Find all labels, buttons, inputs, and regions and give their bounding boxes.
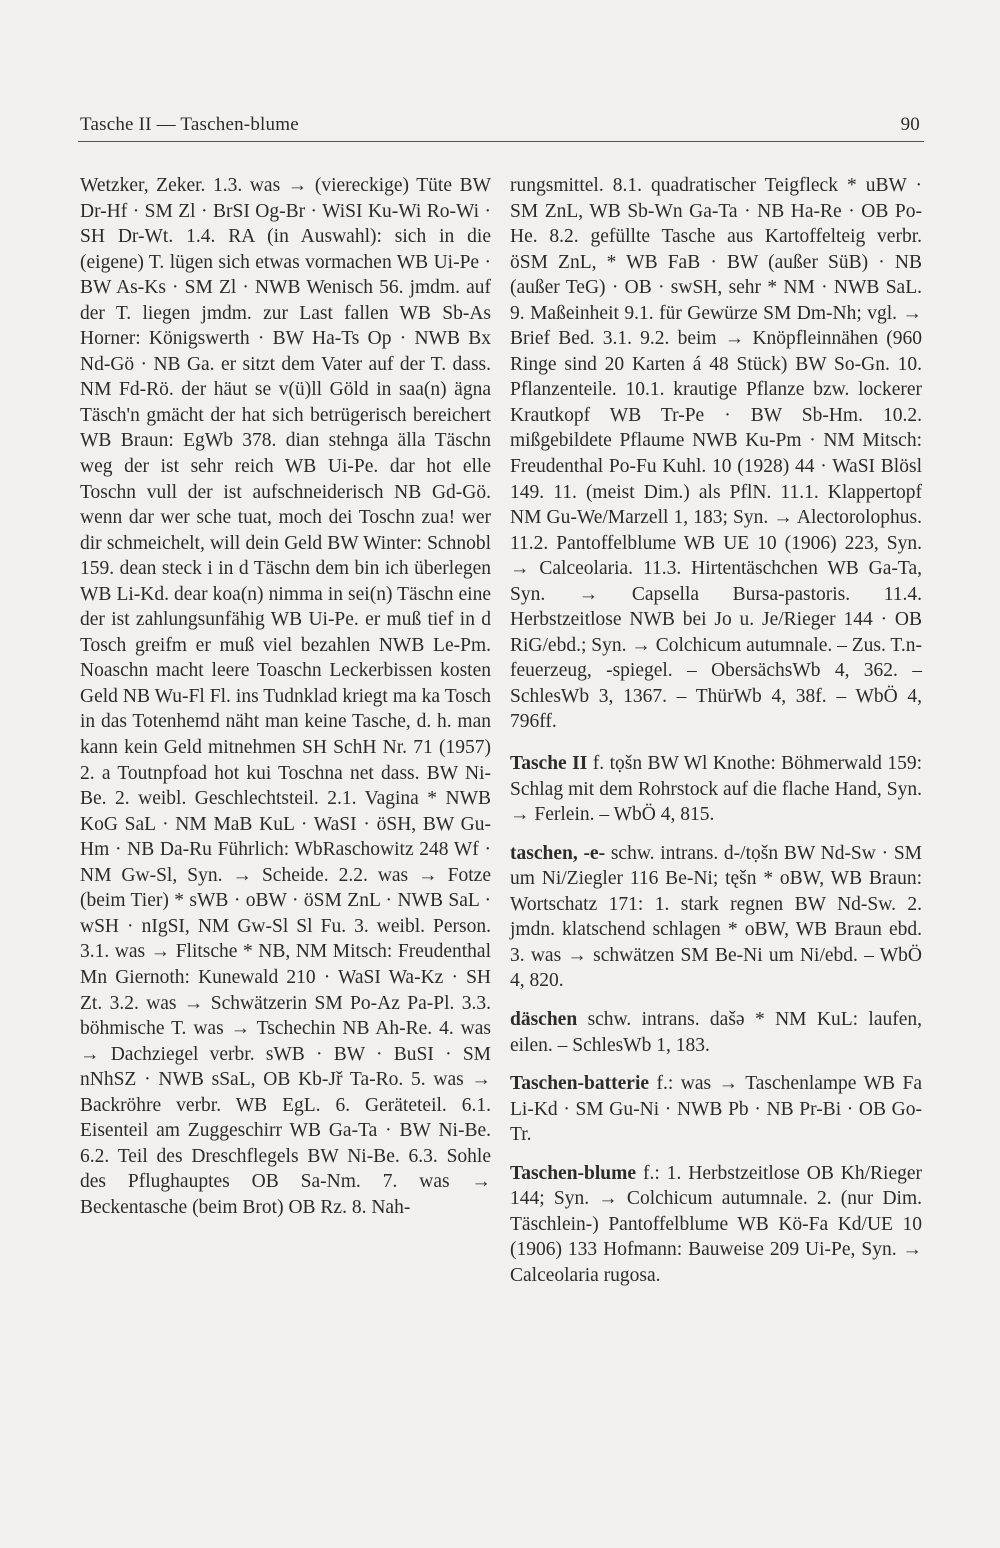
entry-headword: taschen, -e- xyxy=(510,842,606,864)
dictionary-entry xyxy=(510,1007,922,1058)
entry-continuation-text: rungsmittel. 8.1. quadratischer Teigfleck * uBW · SM ZnL, WB Sb-Wn Ga-Ta · NB Ha-Re · OB Po-He. 8.2. gefüllte Tasche aus Kartoffelteig verbr. öSM ZnL, * WB FaB · BW (außer SüB) · NB (außer TeG) · OB · swSH, sehr * NM · NWB SaL. 9. Maßeinheit 9.1. für Gewürze SM Dm-Nh; vgl. → Brief Bed. 3.1. 9.2. beim → Knöpfleinnähen (960 Ringe sind 20 Karten á 48 Stück) BW So-Gn. 10. Pflanzenteile. 10.1. krautige Pflanze bzw. lockerer Krautkopf WB Tr-Pe · BW Sb-Hm. 10.2. mißgebildete Pflaume NWB Ku-Pm · NM Mitsch: Freudenthal Po-Fu Kuhl. 10 (1928) 44 · WaSI Blösl 149. 11. (meist Dim.) als PflN. 11.1. Klappertopf NM Gu-We/Marzell 1, 183; Syn. → Alectorolophus. 11.2. Pantoffelblume WB UE 10 (1906) 223, Syn. → Calceolaria. 11.3. Hirtentäschchen WB Ga-Ta, Syn. → Capsella Bursa-pastoris. 11.4. Herbstzeitlose NWB bei Jo u. Je/Rieger 144 · OB RiG/ebd.; Syn. → Colchicum autumnale. – Zus. T.n-feuerzeug, -spiegel. – ObersächsWb 4, 362. – SchlesWb 3, 1367. – ThürWb 4, 38f. – WbÖ 4, 796ff. xyxy=(510,175,922,733)
running-head-title: Tasche II — Taschen-blume xyxy=(80,114,299,135)
entry-headword: Tasche II xyxy=(510,753,588,775)
entry-headword: Taschen-blume xyxy=(510,1162,637,1184)
dictionary-entry xyxy=(510,751,922,828)
entry-body: schw. intrans. d-/tọšn BW Nd-Sw · SM um Ni/Ziegler 116 Be-Ni; tęšn * oBW, WB Braun: Wortschatz 171: 1. stark regnen BW Nd-Sw. 2. jmdn. klatschend schlagen * oBW, WB Braun ebd. 3. was → schwätzen SM Be-Ni um Ni/ebd. – WbÖ 4, 820. xyxy=(510,842,923,992)
header-rule xyxy=(78,141,924,142)
left-column xyxy=(80,173,491,1220)
entry-body: f.: 1. Herbstzeitlose OB Kh/Rieger 144; Syn. → Colchicum autumnale. 2. (nur Dim. Täschlein-) Pantoffelblume WB Kö-Fa Kd/UE 10 (1906) 133 Hofmann: Bauweise 209 Ui-Pe, Syn. → Calceolaria rugosa. xyxy=(510,1162,922,1286)
right-column xyxy=(510,173,922,1288)
page-number: 90 xyxy=(900,114,920,135)
dictionary-entry xyxy=(510,1071,922,1148)
entry-body: f.: was → Taschenlampe WB Fa Li-Kd · SM Gu-Ni · NWB Pb · NB Pr-Bi · OB Go-Tr. xyxy=(510,1073,922,1146)
entry-headword: Taschen-batterie xyxy=(510,1073,650,1095)
entry-continuation-text: Wetzker, Zeker. 1.3. was → (viereckige) Tüte BW Dr-Hf · SM Zl · BrSI Og-Br · WiSI Ku-Wi Ro-Wi · SH Dr-Wt. 1.4. RA (in Auswahl): sich in die (eigene) T. lügen sich etwas vormachen WB Ui-Pe · BW As-Ks · SM Zl · NWB Wenisch 56. jmdm. auf der T. liegen jmdm. zur Last fallen WB Sb-As Horner: Königswerth · BW Ha-Ts Op · NWB Bx Nd-Gö · NB Ga. er sitzt dem Vater auf der T. dass. NM Fd-Rö. der häut se v(ü)ll Göld in saa(n) ägna Täsch'n gmächt der hat sich betrügerisch bereichert WB Braun: EgWb 378. dian stehnga älla Täschn weg der ist sehr reich WB Ui-Pe. dar hot elle Toschn vull der ist aufschneiderisch NB Gd-Gö. wenn dar wer sche tuat, moch dei Toschn zua! wer dir schmeichelt, will dein Geld BW Winter: Schnobl 159. dean steck i in d Täschn dem bin ich überlegen WB Li-Kd. dear koa(n) nimma in sei(n) Täschn eine der ist zahlungsunfähig WB Ui-Pe. er muß tief in d Tosch greifm er muß viel bezahlen NWB Le-Pm. Noaschn macht leere Toaschn Leckerbissen kosten Geld NB Wu-Fl Fl. ins Tudnklad kriegt ma ka Tosch in das Totenhemd näht man keine Tasche, d. h. man kann kein Geld mitnehmen SH SchH Nr. 71 (1957) 2. a Toutnpfoad hot kui Toschna net dass. BW Ni-Be. 2. weibl. Geschlechtsteil. 2.1. Vagina * NWB KoG SaL · NM MaB KuL · WaSI · öSH, BW Gu-Hm · NB Da-Ru Führlich: WbRaschowitz 248 Wf · NM Gw-Sl, Syn. → Scheide. 2.2. was → Fotze (beim Tier) * sWB · oBW · öSM ZnL · NWB SaL · wSH · nIgSI, NM Gw-Sl Sl Fu. 3. weibl. Person. 3.1. was → Flitsche * NB, NM Mitsch: Freudenthal Mn Giernoth: Kunewald 210 · WaSI Wa-Kz · SH Zt. 3.2. was → Schwätzerin SM Po-Az Pa-Pl. 3.3. böhmische T. was → Tschechin NB Ah-Re. 4. was → Dachziegel verbr. sWB · BW · BuSI · SM nNhSZ · NWB sSaL, OB Kb-Jř Ta-Ro. 5. was → Backröhre verbr. WB EgL. 6. Geräteteil. 6.1. Eisenteil am Zuggeschirr WB Ga-Ta · BW Ni-Be. 6.2. Teil des Dreschflegels BW Ni-Be. 6.3. Sohle des Pflughauptes OB Sa-Nm. 7. was → Beckentasche (beim Brot) OB Rz. 8. Nah- xyxy=(80,175,491,1218)
dictionary-entry xyxy=(510,841,922,994)
entry-body: schw. intrans. dašə * NM KuL: laufen, eilen. – SchlesWb 1, 183. xyxy=(510,1008,922,1056)
entry-headword: däschen xyxy=(510,1008,578,1030)
dictionary-entry xyxy=(510,1161,922,1289)
entry-body: f. tọšn BW Wl Knothe: Böhmerwald 159: Schlag mit dem Rohrstock auf die flache Hand, Syn. → Ferlein. – WbÖ 4, 815. xyxy=(510,753,923,826)
